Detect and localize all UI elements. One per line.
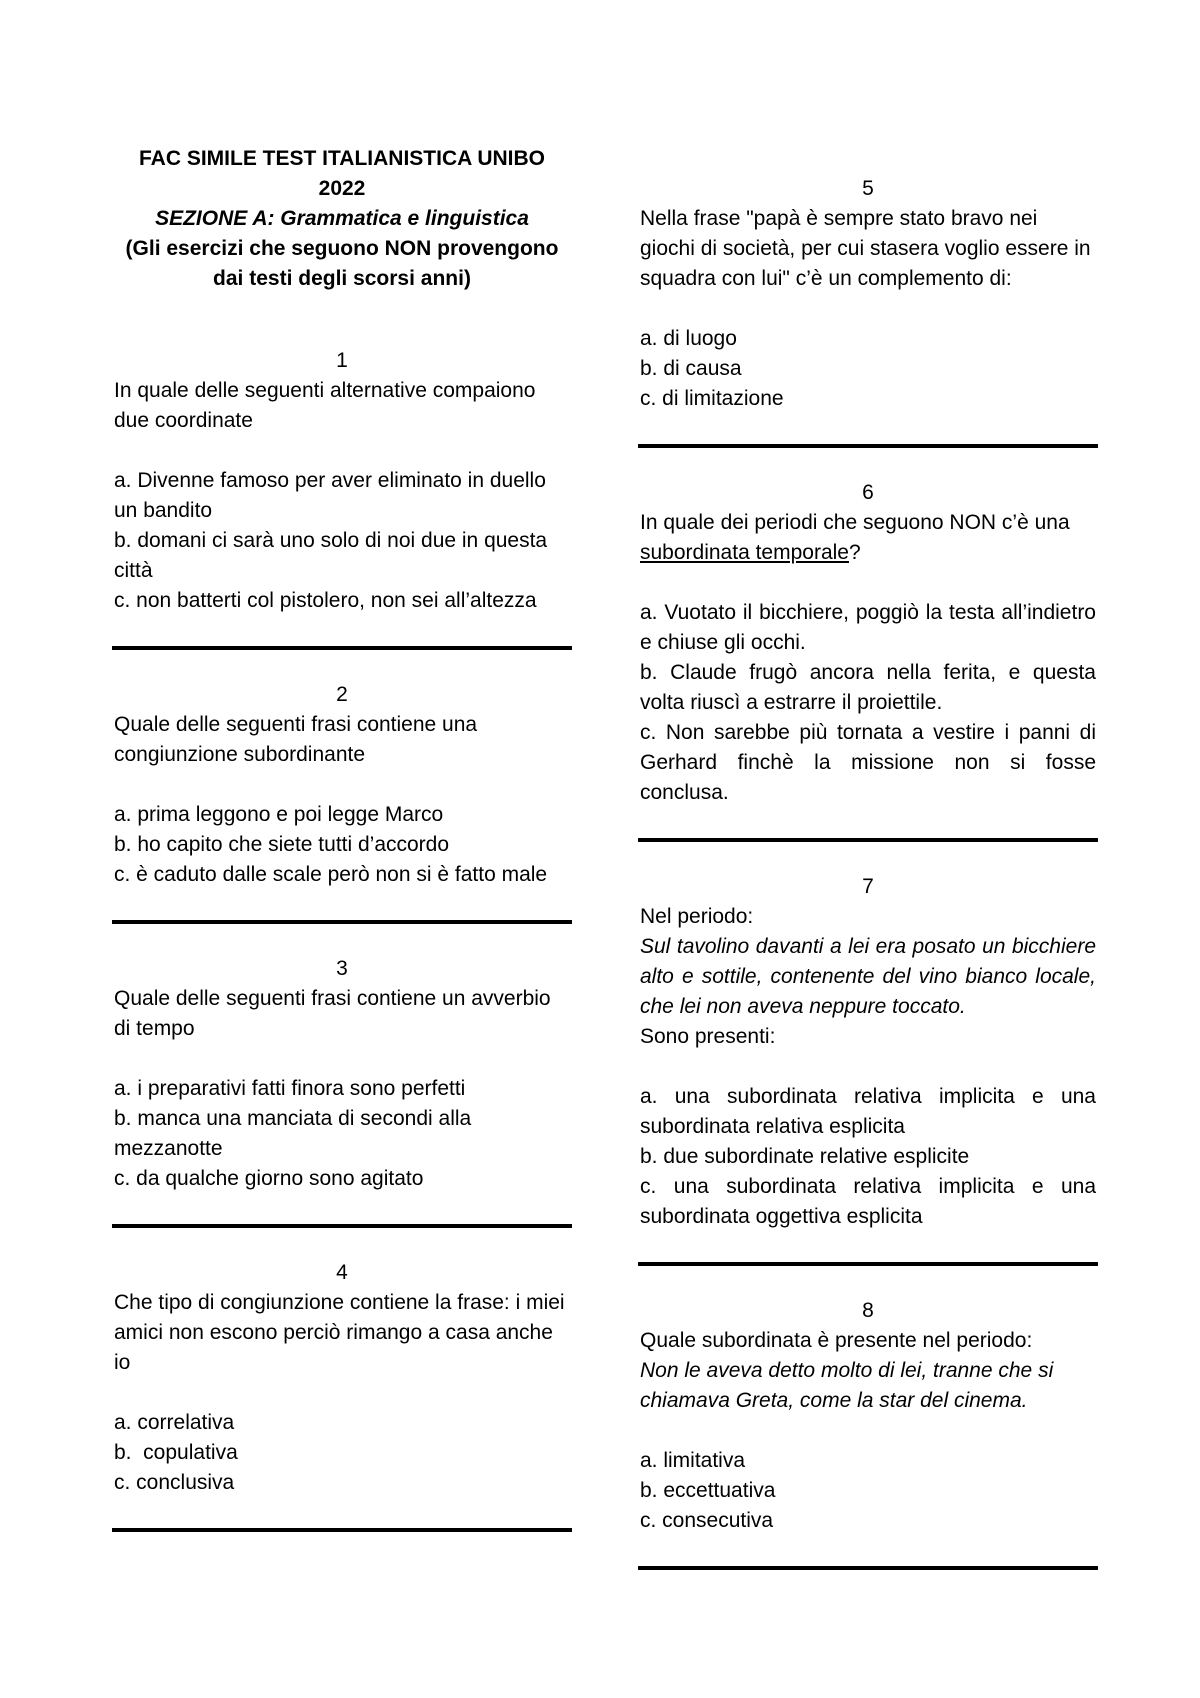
document-header (114, 144, 570, 294)
question-number: 5 (862, 177, 874, 200)
answer-option-b: b. copulativa (114, 1441, 238, 1464)
question-number: 7 (862, 875, 874, 898)
answer-option-a: a. correlativa (114, 1411, 235, 1434)
question-prompt-follow: Sono presenti: (640, 1025, 776, 1048)
question-prompt-text: In quale dei periodi che seguono NON c’è una (640, 511, 1070, 534)
answer-option-c: c. conclusiva (114, 1471, 235, 1494)
question-divider (638, 1566, 1098, 1570)
question-8 (640, 1296, 1096, 1536)
question-6 (640, 478, 1096, 808)
question-5 (640, 174, 1096, 414)
answer-option-b: b. domani ci sarà uno solo di noi due in questa città (114, 529, 548, 582)
question-number: 2 (336, 683, 348, 706)
answer-option-c: c. non batterti col pistolero, non sei all’altezza (114, 589, 537, 612)
answer-option-a: a. una subordinata relativa implicita e una subordinata relativa esplicita (640, 1085, 1096, 1138)
answer-option-b: b. ho capito che siete tutti d’accordo (114, 833, 450, 856)
question-3 (114, 954, 570, 1194)
answer-option-a: a. i preparativi fatti finora sono perfetti (114, 1077, 466, 1100)
question-prompt: Quale subordinata è presente nel periodo: (640, 1329, 1033, 1352)
answer-option-c: c. è caduto dalle scale però non si è fatto male (114, 863, 548, 886)
question-number: 1 (336, 349, 348, 372)
answer-option-c: c. di limitazione (640, 387, 784, 410)
answer-option-a: a. Divenne famoso per aver eliminato in duello un bandito (114, 469, 546, 522)
answer-option-b: b. Claude frugò ancora nella ferita, e questa volta riuscì a estrarre il proiettile. (640, 661, 1096, 714)
answer-option-c: c. Non sarebbe più tornata a vestire i panni di Gerhard finchè la missione non si fosse conclusa. (640, 721, 1096, 804)
answer-option-c: c. da qualche giorno sono agitato (114, 1167, 424, 1190)
question-prompt (640, 508, 1096, 568)
question-number: 3 (336, 957, 348, 980)
question-prompt: Quale delle seguenti frasi contiene un avverbio di tempo (114, 987, 551, 1040)
question-divider (112, 1528, 572, 1532)
answer-option-a: a. limitativa (640, 1449, 746, 1472)
question-number: 8 (862, 1299, 874, 1322)
right-column (640, 0, 1096, 1570)
underlined-term: subordinata temporale (640, 541, 849, 564)
left-column (114, 0, 570, 1532)
question-2 (114, 680, 570, 890)
answer-option-c: c. consecutiva (640, 1509, 774, 1532)
question-number: 6 (862, 481, 874, 504)
document-title: FAC SIMILE TEST ITALIANISTICA UNIBO 2022 (139, 147, 545, 200)
quoted-sentence: Non le aveva detto molto di lei, tranne che si chiamava Greta, come la star del cinema. (640, 1359, 1054, 1412)
answer-option-b: b. manca una manciata di secondi alla mezzanotte (114, 1107, 472, 1160)
question-mark: ? (848, 541, 861, 564)
answer-option-c: c. una subordinata relativa implicita e una subordinata oggettiva esplicita (640, 1175, 1096, 1228)
answer-option-b: b. di causa (640, 357, 742, 380)
question-prompt: Quale delle seguenti frasi contiene una congiunzione subordinante (114, 713, 478, 766)
answer-option-a: a. di luogo (640, 327, 737, 350)
question-number: 4 (336, 1261, 348, 1284)
question-prompt: In quale delle seguenti alternative compaiono due coordinate (114, 379, 536, 432)
answer-option-b: b. due subordinate relative esplicite (640, 1145, 970, 1168)
question-prompt: Che tipo di congiunzione contiene la frase: i miei amici non escono perciò rimango a casa anche io (114, 1291, 565, 1374)
section-subtitle: SEZIONE A: Grammatica e linguistica (155, 207, 529, 230)
quoted-sentence: Sul tavolino davanti a lei era posato un bicchiere alto e sottile, contenente del vino bianco locale, che lei non aveva neppure toccato. (640, 935, 1096, 1018)
question-7 (640, 872, 1096, 1232)
answer-option-b: b. eccettuativa (640, 1479, 776, 1502)
question-1 (114, 346, 570, 616)
question-prompt: Nella frase "papà è sempre stato bravo nei giochi di società, per cui stasera voglio essere in squadra con lui" c’è un complemento di: (640, 207, 1091, 290)
answer-option-a: a. Vuotato il bicchiere, poggiò la testa all’indietro e chiuse gli occhi. (640, 601, 1096, 654)
answer-option-a: a. prima leggono e poi legge Marco (114, 803, 444, 826)
section-note: (Gli esercizi che seguono NON provengono dai testi degli scorsi anni) (125, 237, 559, 290)
question-4 (114, 1258, 570, 1498)
question-prompt: Nel periodo: (640, 905, 754, 928)
